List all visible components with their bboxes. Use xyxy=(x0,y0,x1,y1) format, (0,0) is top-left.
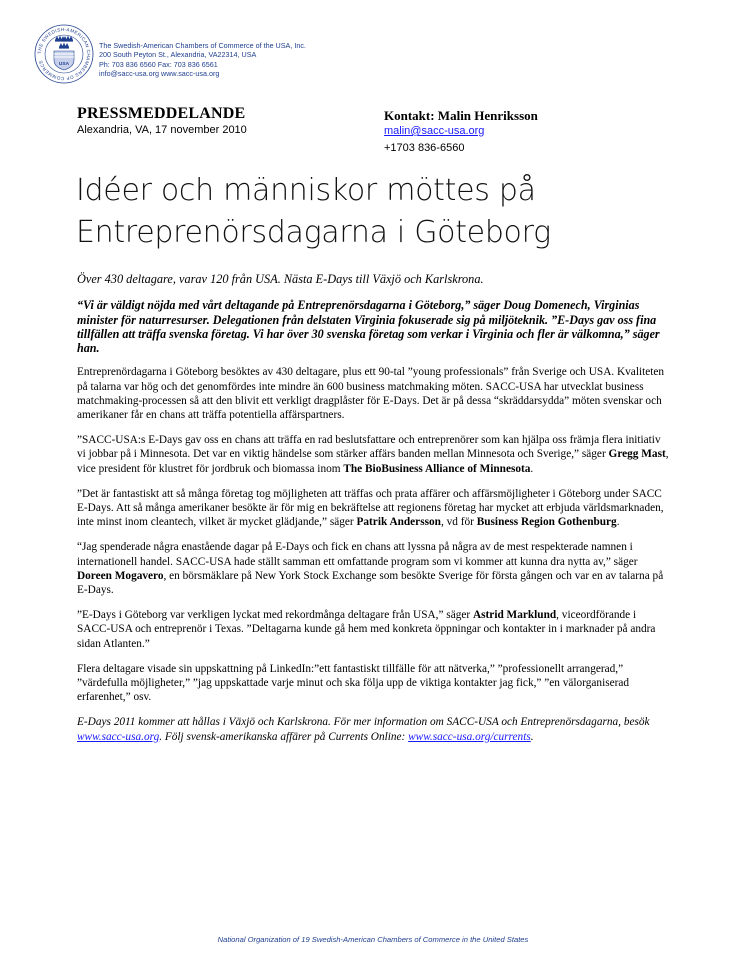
subtitle: Över 430 deltagare, varav 120 från USA. Nästa E-Days till Växjö och Karlskrona. xyxy=(77,272,484,286)
page-footer: National Organization of 19 Swedish-American Chambers of Commerce in the United States xyxy=(217,935,529,944)
org-email-web: info@sacc-usa.org www.sacc-usa.org xyxy=(99,69,220,79)
paragraph-2: ”SACC-USA:s E-Days gav oss en chans att träffa en rad beslutsfattare och entreprenörer som kan hjälpa oss främja flera initiativ vi jobbar på i Minnesota. Det var en viktig händelse som stärker affärs banden mellan Minnesota och Sverige,” säger Gregg Mast, vice president för klustret för jordbruk och biomassa inom The BioBusiness Alliance of Minnesota. xyxy=(77,434,669,475)
contact-name: Kontakt: Malin Henriksson xyxy=(384,108,538,123)
closing-paragraph: E-Days 2011 kommer att hållas i Växjö och Karlskrona. För mer information om SACC-USA och Entreprenörsdagarna, besök www.sacc-usa.org. Följ svensk-amerikanska affärer på Currents Online: www.sacc-usa.org/currents. xyxy=(77,716,650,743)
org-phone-fax: Ph: 703 836 6560 Fax: 703 836 6561 xyxy=(99,59,218,69)
org-address: 200 South Peyton St., Alexandria, VA22314, USA xyxy=(99,50,257,60)
currents-link[interactable]: www.sacc-usa.org/currents xyxy=(408,730,531,743)
person-name: Astrid Marklund xyxy=(472,609,557,622)
paragraph-4: “Jag spenderade några enastående dagar på E-Days och fick en chans att lyssna på några av de mest respekterade namnen i internationell handel. SACC-USA hade ställt samman ett omfattande program som vi kommer att kunna dra nytta av,” säger Doreen Mogavero, en börsmäklare på New York Stock Exchange som besökte Sverige för första gången och var en av talarna på E-Days. xyxy=(77,541,664,597)
letterhead-address xyxy=(99,41,306,79)
sacc-logo xyxy=(33,10,95,98)
contact-email-link[interactable]: malin@sacc-usa.org xyxy=(384,125,485,137)
org-name: The Swedish-American Chambers of Commerce of the USA, Inc. xyxy=(99,41,306,50)
crowns-icon xyxy=(55,36,73,49)
paragraph-1: Entreprenördagarna i Göteborg besöktes av 430 deltagare, plus ett 90-tal ”young professionals” från Sverige och USA. Kvaliteten på talarna var hög och det genomfördes inte mindre än 600 business matchmaking möten. SACC-USA har utvecklat business matchmaking-processen så att den blivit ett verkligt dragplåster för E-Days. Det är på dessa “skräddarsydda” möten svenskar och amerikaner får en chans att träffa potentiella affärspartners. xyxy=(77,366,665,421)
logo-badge: USA xyxy=(58,62,70,67)
paragraph-6: Flera deltagare visade sin uppskattning på LinkedIn:”ett fantastiskt tillfälle för att nätverka,” ”professionellt arrangerad,” ”värdefulla möjligheter,” ”jag uppskattade varje minut och ska följa upp de viktiga kontakter jag fick,” ”en välorganiserad erfarenhet,” osv. xyxy=(77,662,630,704)
org-name-bold: The BioBusiness Alliance of Minnesota xyxy=(343,462,531,475)
lead-quote: “Vi är väldigt nöjda med vårt deltagande på Entreprenörsdagarna i Göteborg,” säger Doug Domenech, Virginias minister för naturresurser. Delegationen från delstaten Virginia fokuserade sig på miljöteknik. ”E-Days gav oss fina tillfällen att träffa svenska företag. Vi har över 30 svenska företag som verkar i Virginia och fler är välkomna,” säger han. xyxy=(77,298,660,356)
sacc-website-link[interactable]: www.sacc-usa.org xyxy=(77,730,160,743)
org-name-bold: Business Region Gothenburg xyxy=(476,516,617,529)
person-name: Doreen Mogavero xyxy=(77,569,164,582)
headline-line-1: Idéer och människor möttes på xyxy=(76,173,536,208)
page-title xyxy=(76,170,551,254)
headline-line-2: Entreprenörsdagarna i Göteborg xyxy=(76,215,551,250)
logo-ring-text: THE SWEDISH-AMERICAN CHAMBERS OF COMMERCE xyxy=(36,26,92,82)
press-release-title: PRESSMEDDELANDE xyxy=(77,105,246,122)
article-body xyxy=(77,272,669,755)
paragraph-3: ”Det är fantastiskt att så många företag tog möjligheten att träffas och prata affärer och affärsmöjligheter i Göteborg under SACC E-Days. Att så många amerikaner besökte är för mig en bekräftelse att regionens företag har mycket att erbjuda världsmarknaden, inte minst inom cleantech, vilket är mycket glädjande,” säger Patrik Andersson, vd för Business Region Gothenburg. xyxy=(77,487,664,529)
person-name: Patrik Andersson xyxy=(356,516,441,529)
person-name: Gregg Mast xyxy=(608,448,666,461)
contact-phone: +1703 836-6560 xyxy=(384,142,465,154)
dateline: Alexandria, VA, 17 november 2010 xyxy=(77,124,247,136)
paragraph-5: ”E-Days i Göteborg var verkligen lyckat med rekordmånga deltagare från USA,” säger Astrid Marklund, viceordförande i SACC-USA och entreprenör i Texas. ”Deltagarna kunde gå hem med konkreta öppningar och kontakter in i marknader på andra sidan Atlanten.” xyxy=(77,609,656,650)
